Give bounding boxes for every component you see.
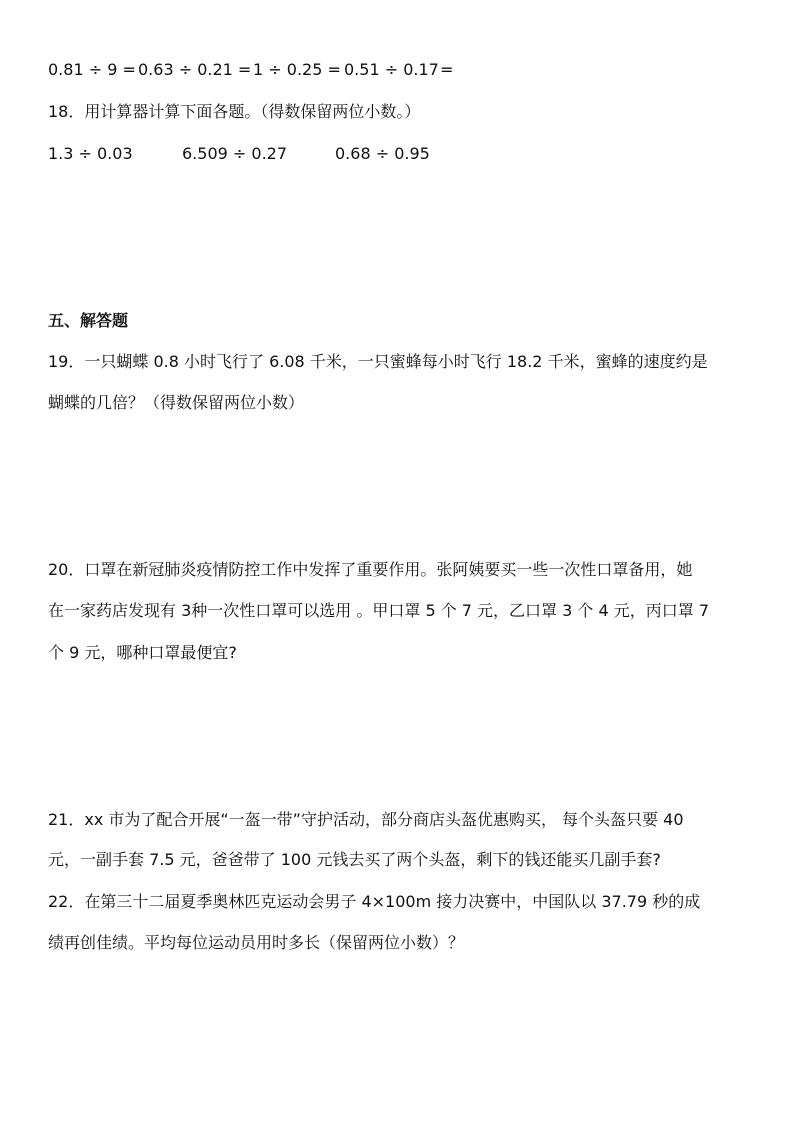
calc-item: 0.63 ÷ 0.21 = — [138, 60, 252, 79]
question-19-line: 蝴蝶的几倍？（得数保留两位小数） — [48, 393, 305, 412]
section-title: 五、解答题 — [48, 311, 129, 330]
calc-item: 0.51 ÷ 0.17 — [344, 60, 439, 79]
question-18-title: 18．用计算器计算下面各题。（得数保留两位小数。） — [48, 102, 421, 121]
question-20-line: 在一家药店发现有 3种一次性口罩可以选用 。甲口罩 5 个 7 元，乙口罩 3 个 4 元，丙口罩 7 — [48, 601, 710, 620]
calc-item: 1.3 ÷ 0.03 — [48, 144, 133, 163]
calc-item: 1 ÷ 0.25 = — [253, 60, 341, 79]
question-19-line: 19．一只蝴蝶 0.8 小时飞行了 6.08 千米，一只蜜蜂每小时飞行 18.2 千米，蜜蜂的速度约是 — [48, 352, 708, 371]
calc-item: 0.81 ÷ 9 = — [48, 60, 136, 79]
division-row — [48, 60, 453, 80]
calc-item: 0.68 ÷ 0.95 — [335, 144, 430, 163]
calc-item: 6.509 ÷ 0.27 — [182, 144, 288, 163]
question-18-items — [48, 144, 430, 164]
question-20-line: 个 9 元，哪种口罩最便宜? — [48, 643, 237, 662]
calc-item: = — [440, 60, 454, 79]
question-22-line: 22．在第三十二届夏季奥林匹克运动会男子 4×100m 接力决赛中，中国队以 37.79 秒的成 — [48, 892, 701, 911]
question-21-line: 元，一副手套 7.5 元，爸爸带了 100 元钱去买了两个头盔，剩下的钱还能买几副手套? — [48, 850, 661, 869]
question-20-line: 20．口罩在新冠肺炎疫情防控工作中发挥了重要作用。张阿姨要买一些一次性口罩备用，她 — [48, 560, 693, 579]
question-21-line: 21．xx 市为了配合开展“一盔一带”守护活动，部分商店头盔优惠购买， 每个头盔只要 40 — [48, 810, 684, 829]
question-22-line: 绩再创佳绩。平均每位运动员用时多长（保留两位小数）？ — [48, 933, 465, 952]
